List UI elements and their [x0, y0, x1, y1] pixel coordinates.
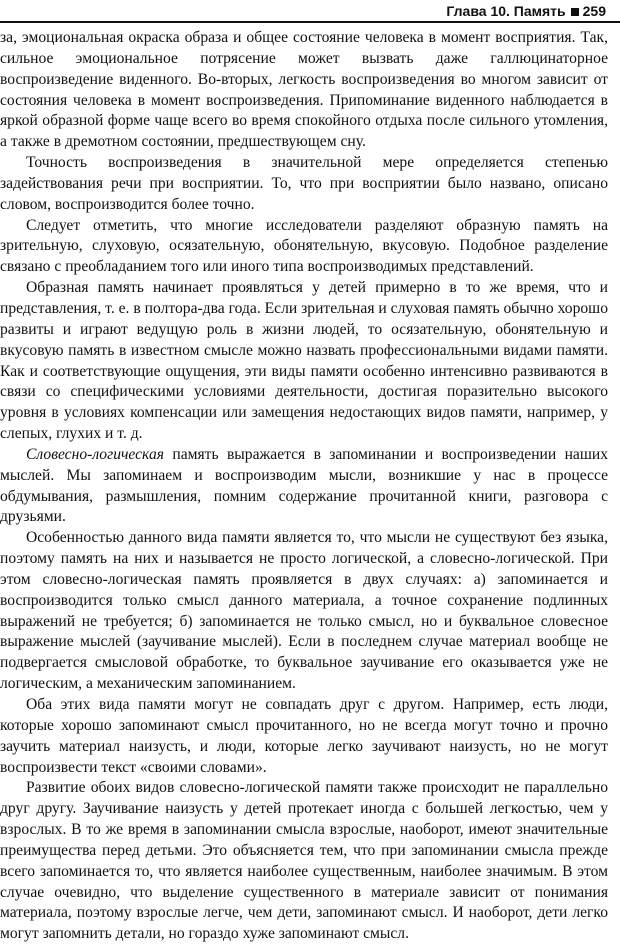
paragraph-text: память выражается в запоминании и воспроизведении наших мыслей. Мы запоминаем и воспроизводим мысли, возникшие у нас в процессе обдумывания, размышления, помним содержание прочитанной книги, разговора с друзьями. [0, 445, 608, 526]
body-text [0, 28, 608, 945]
paragraph: Образная память начинает проявляться у детей примерно в то же время, что и представления, т. е. в полтора-два года. Если зрительная и слуховая память обычно хорошо развиты и играют ведущую роль в жизни людей, то осязательную, обонятельную и вкусовую память в известном смысле можно назвать профессиональными видами памяти. Как и соответствующие ощущения, эти виды памяти особенно интенсивно развиваются в связи со специфическими условиями деятельности, достигая поразительно высокого уровня в условиях компенсации или замещения недостающих видов памяти, например, у слепых, глухих и т. д. [0, 279, 608, 443]
paragraph-continuation: за, эмоциональная окраска образа и общее состояние человека в момент восприятия. Так, сильное эмоциональное потрясение может вызвать даже галлюцинаторное воспроизведение виденного. Во-вторых, легкость воспроизведения во многом зависит от состояния человека в момент воспроизведения. Припоминание виденного наблюдается в яркой образной форме чаще всего во время спокойного отдыха после сильного утомления, а также в дремотном состоянии, предшествующем сну. [0, 29, 608, 151]
paragraph [0, 445, 608, 528]
header-text [446, 3, 606, 19]
italic-term: Словесно-логическая [26, 445, 165, 463]
header-rule [0, 21, 620, 23]
paragraph: Оба этих вида памяти могут не совпадать друг с другом. Например, есть люди, которые хорошо запоминают смысл прочитанного, но не всегда могут точно и прочно заучить материал наизусть, и люди, которые легко заучивают наизусть, но не могут воспроизвести текст «своими словами». [0, 696, 608, 776]
page-number: 259 [582, 3, 606, 19]
square-bullet-icon [571, 8, 579, 16]
paragraph: Следует отметить, что многие исследователи разделяют образную память на зрительную, слуховую, осязательную, обонятельную, вкусовую. Подобное разделение связано с преобладанием того или иного типа воспроизводимых представлений. [0, 216, 608, 276]
running-header [0, 0, 620, 26]
paragraph: Точность воспроизведения в значительной мере определяется степенью задействования речи при восприятии. То, что при восприятии было названо, описано словом, воспроизводится более точно. [0, 154, 608, 213]
paragraph: Особенностью данного вида памяти является то, что мысли не существуют без языка, поэтому память на них и называется не просто логической, а словесно-логической. При этом словесно-логическая память проявляется в двух случаях: а) запоминается и воспроизводится только смысл данного материала, а точное сохранение подлинных выражений не требуется; б) запоминается не только смысл, но и буквальное словесное выражение мыслей (заучивание мыслей). Если в последнем случае материал вообще не подвергается смысловой обработке, то буквальное заучивание его оказывается уже не логическим, а механическим запоминанием. [0, 529, 608, 693]
paragraph: Развитие обоих видов словесно-логической памяти также происходит не параллельно друг другу. Заучивание наизусть у детей протекает иногда с большей легкостью, чем у взрослых. В то же время в запоминании смысла взрослые, наоборот, имеют значительные преимущества перед детьми. Это объясняется тем, что при запоминании смысла прежде всего запоминается то, что является наиболее существенным, наиболее значимым. В этом случае очевидно, что выделение существенного в материале зависит от понимания материала, поэтому взрослые легче, чем дети, запоминают смысл. И наоборот, дети легко могут запомнить детали, но гораздо хуже запоминают смысл. [0, 779, 608, 943]
chapter-title: Глава 10. Память [446, 3, 566, 19]
